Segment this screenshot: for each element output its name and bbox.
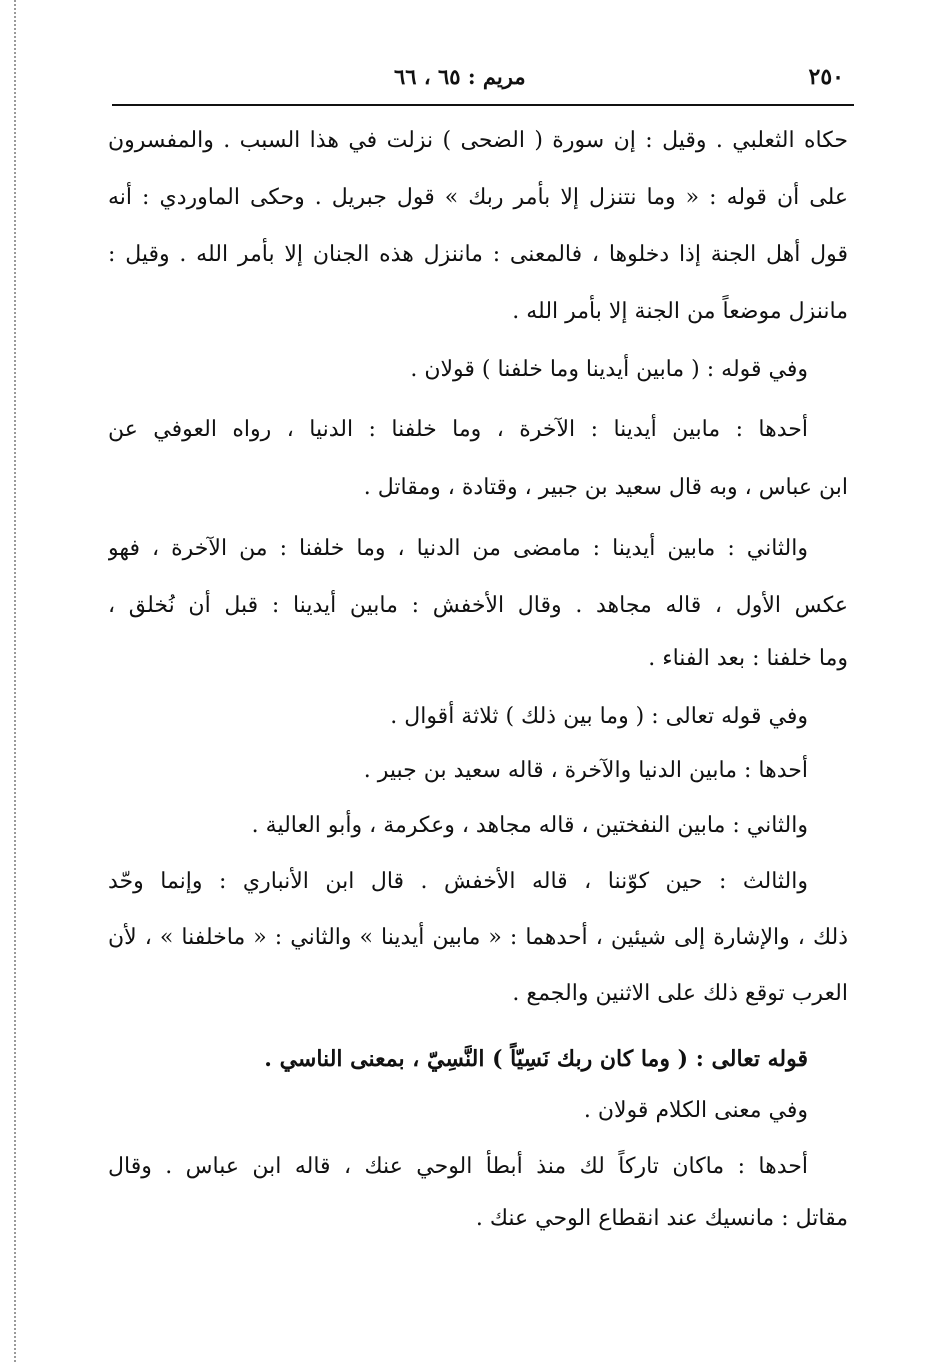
running-head: مريم : ٦٥ ، ٦٦ xyxy=(394,64,526,89)
text-line: عكس الأول ، قاله مجاهد . وقال الأخفش : مابين أيدينا : قبل أن نُخلق ، xyxy=(108,593,848,618)
text-line: قول أهل الجنة إذا دخلوها ، فالمعنى : ماننزل هذه الجنان إلا بأمر الله . وقيل : xyxy=(108,242,848,267)
text-line: على أن قوله : « وما نتنزل إلا بأمر ربك » قول جبريل . وحكى الماوردي : أنه xyxy=(108,185,848,210)
text-line: أحدها : ماكان تاركاً لك منذ أبطأ الوحي عنك ، قاله ابن عباس . وقال xyxy=(108,1154,808,1179)
text-line: مقاتل : مانسيك عند انقطاع الوحي عنك . xyxy=(475,1206,848,1231)
header-rule xyxy=(112,104,854,106)
text-line: والثاني : مابين أيدينا : مامضى من الدنيا ، وما خلفنا : من الآخرة ، فهو xyxy=(108,536,808,561)
text-line: العرب توقع ذلك على الاثنين والجمع . xyxy=(512,981,848,1006)
text-line: وفي قوله تعالى : ( وما بين ذلك ) ثلاثة أقوال . xyxy=(390,704,808,729)
text-line: قوله تعالى : ( وما كان ربك نَسِيّاً ) النَّسِيّ ، بمعنى الناسي . xyxy=(264,1046,808,1072)
page-number: ٢٥٠ xyxy=(808,64,844,90)
text-line: ماننزل موضعاً من الجنة إلا بأمر الله . xyxy=(512,299,848,324)
text-line: وما خلفنا : بعد الفناء . xyxy=(648,646,848,671)
text-line: أحدها : مابين أيدينا : الآخرة ، وما خلفنا : الدنيا ، رواه العوفي عن xyxy=(108,417,808,442)
scan-edge-dotted-line xyxy=(14,0,16,1362)
text-line: والثالث : حين كوّننا ، قاله الأخفش . قال ابن الأنباري : وإنما وحّد xyxy=(108,869,808,894)
page-header xyxy=(112,62,852,102)
text-line: ابن عباس ، وبه قال سعيد بن جبير ، وقتادة ، ومقاتل . xyxy=(363,475,848,500)
text-line: ذلك ، والإشارة إلى شيئين ، أحدهما : « مابين أيدينا » والثاني : « ماخلفنا » ، لأن xyxy=(108,925,848,950)
text-line: أحدها : مابين الدنيا والآخرة ، قاله سعيد بن جبير . xyxy=(363,758,808,783)
text-line: وفي معنى الكلام قولان . xyxy=(583,1098,808,1123)
text-line: والثاني : مابين النفختين ، قاله مجاهد ، وعكرمة ، وأبو العالية . xyxy=(251,813,808,838)
text-line: حكاه الثعلبي . وقيل : إن سورة ( الضحى ) نزلت في هذا السبب . والمفسرون xyxy=(108,128,848,153)
text-line: وفي قوله : ( مابين أيدينا وما خلفنا ) قولان . xyxy=(410,357,808,382)
